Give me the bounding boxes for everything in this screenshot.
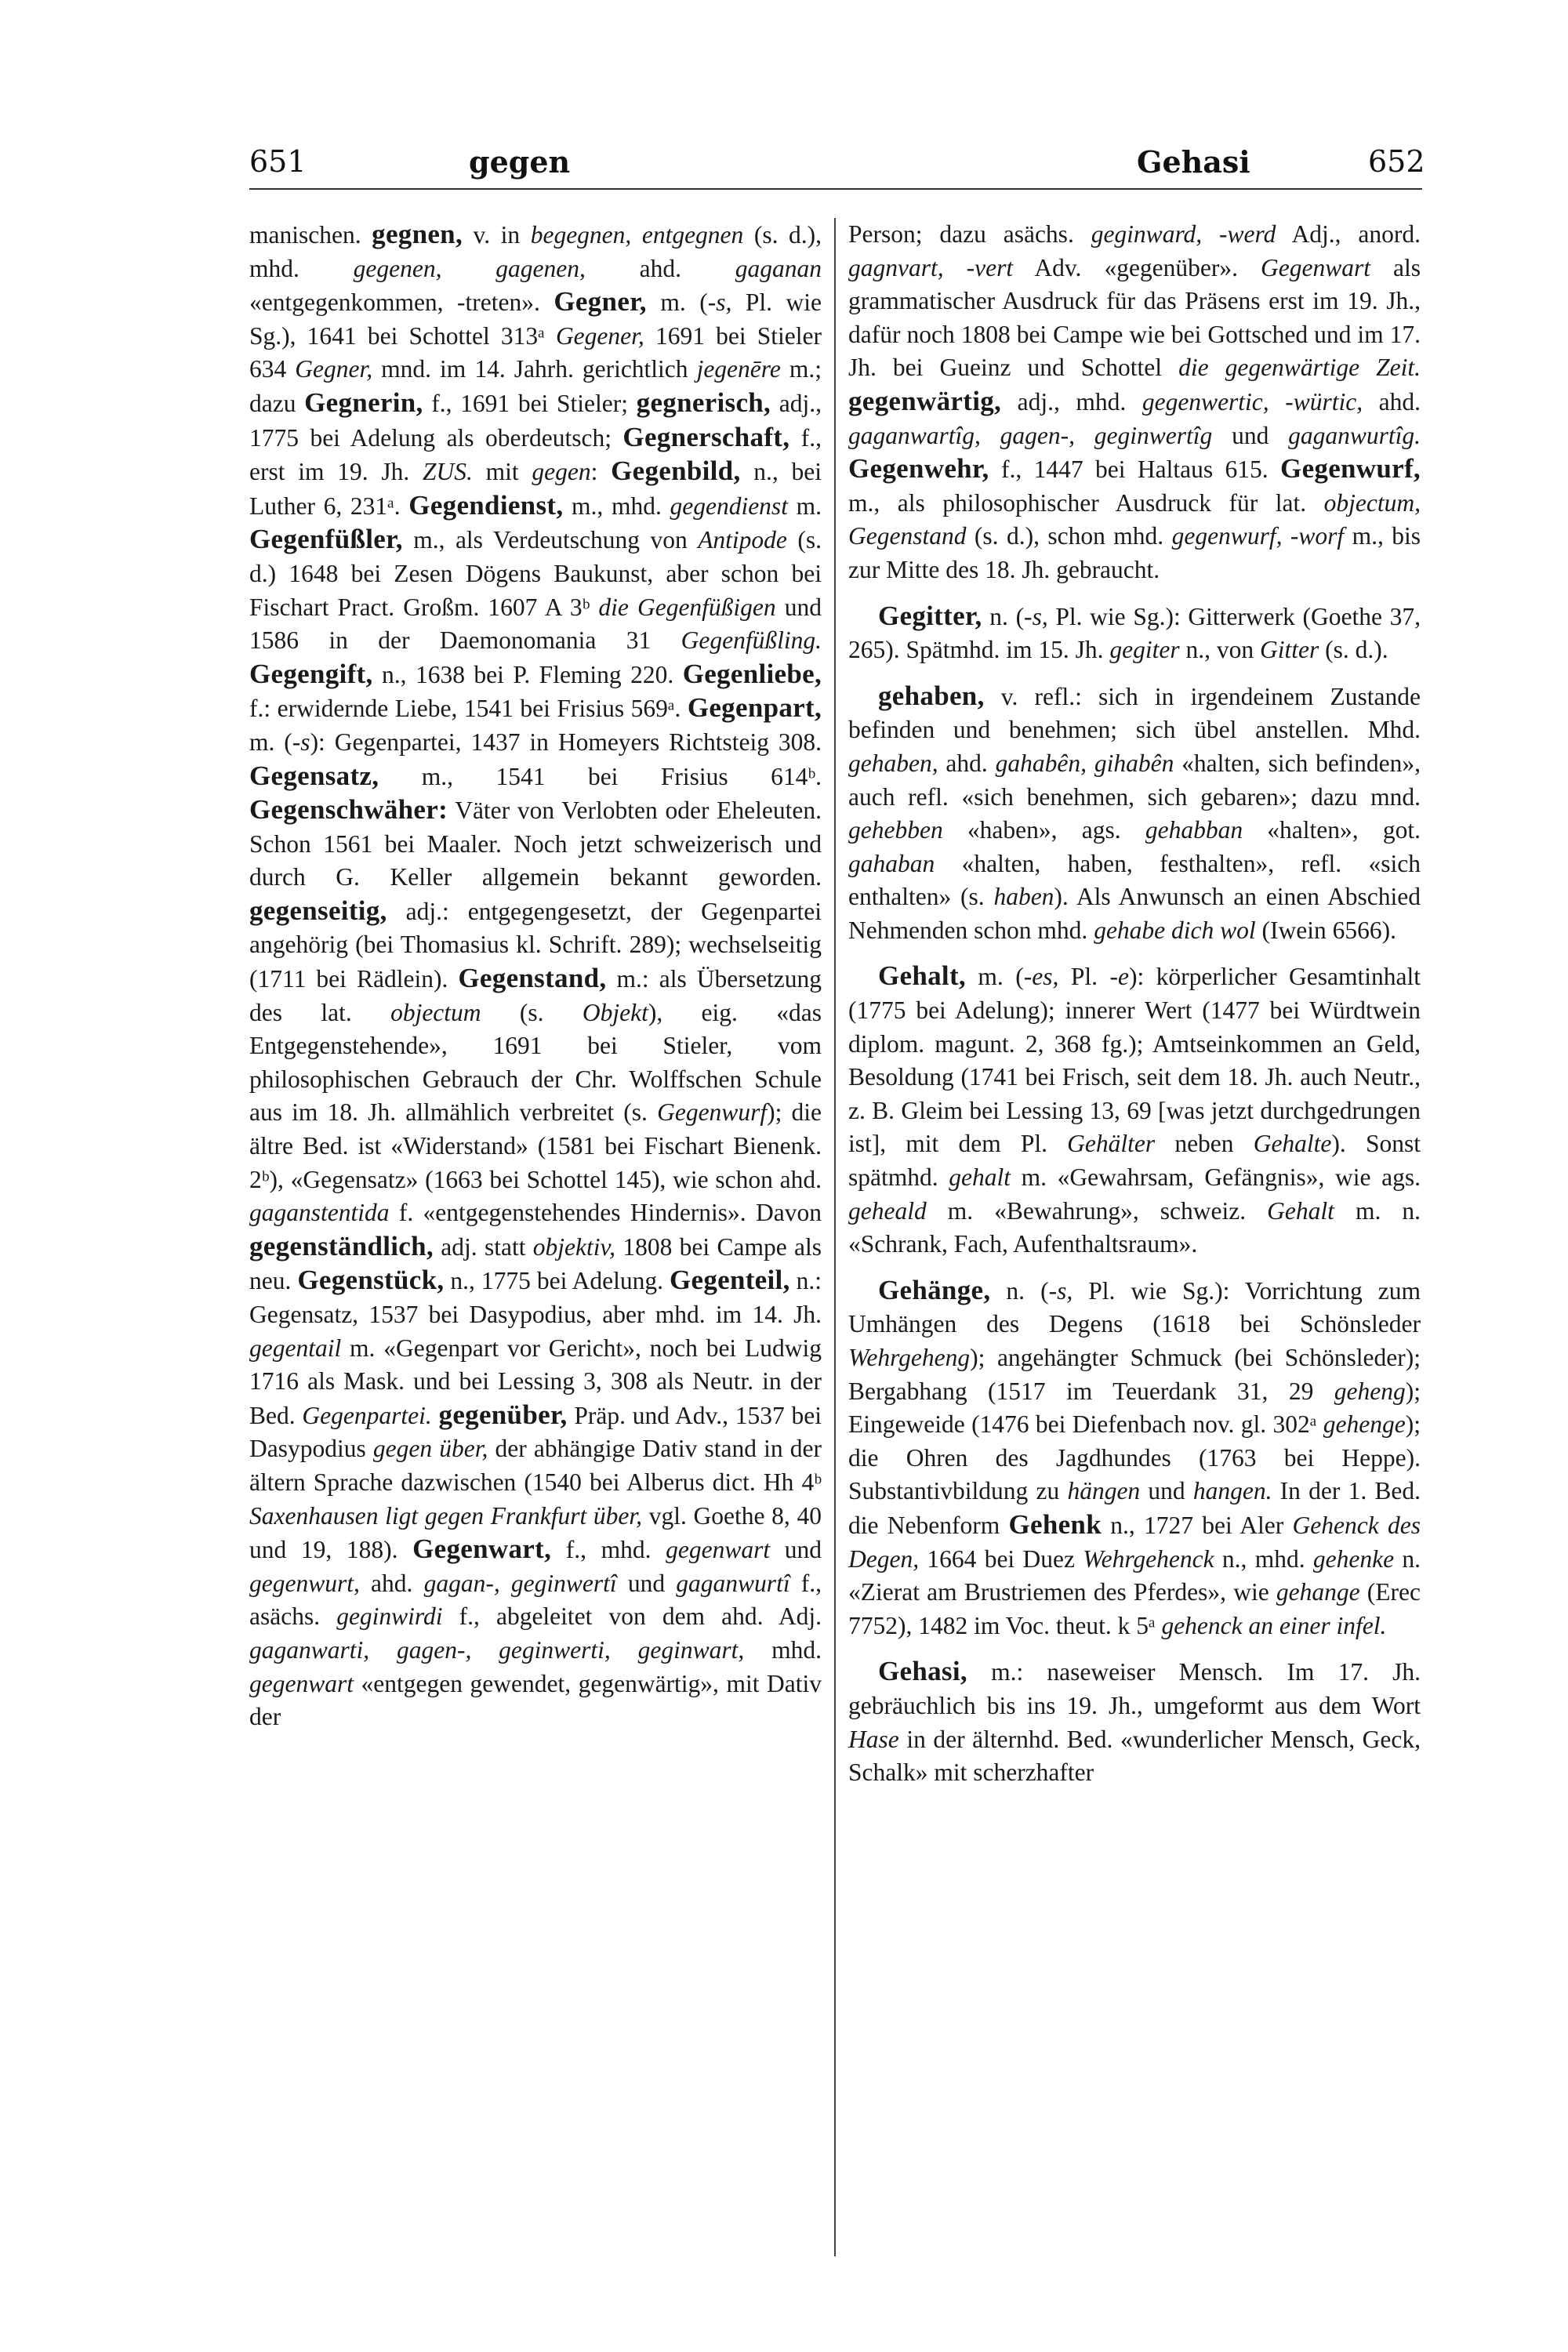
italic-term: s — [300, 728, 310, 756]
entry-text: n., 1727 bei Aler — [1101, 1511, 1293, 1539]
italic-term: s, — [716, 289, 732, 317]
italic-term: geginward, -werd — [1091, 220, 1276, 248]
left-catchword: gegen — [469, 144, 571, 180]
italic-term: Antipode — [698, 526, 787, 554]
italic-term: gegiter — [1109, 636, 1180, 664]
headword: gegenüber, — [438, 1399, 568, 1430]
headword: Gegenfüßler, — [249, 524, 403, 555]
entry-text: der abhängige Dativ stand in der ältern Sprache dazwischen (1540 bei Alberus dict. Hh 4ᵇ — [249, 1435, 822, 1496]
entry-text: und — [1212, 421, 1289, 449]
headword: Gehasi, — [878, 1656, 967, 1687]
entry-text: und — [616, 1569, 677, 1597]
entry-text: vgl. Goethe 8, 40 und 19, 188). — [249, 1501, 822, 1564]
entry-text: ); angehängter Schmuck (bei Schönsleder); Bergabhang (1517 im Teuerdank 31, 29 — [848, 1344, 1421, 1405]
italic-term: gehenge — [1323, 1410, 1406, 1439]
entry-text: (Erec 7752), 1482 im Voc. theut. k 5ᵃ — [848, 1578, 1421, 1639]
entry-text: 1664 bei Duez — [919, 1544, 1083, 1573]
italic-term: gagan-, geginwertî — [423, 1569, 617, 1597]
entry-text: «halten, haben, festhalten», refl. «sich enthalten» (s. — [848, 849, 1421, 911]
dictionary-paragraph — [848, 600, 1421, 667]
entry-text: Adj., anord. — [1276, 220, 1421, 248]
headword: Gegenliebe, — [682, 658, 822, 689]
entry-text: v. refl.: sich in irgendeinem Zustande befinden und benehmen; sich übel anstellen. Mhd. — [848, 682, 1421, 744]
italic-term: ZUS. — [422, 458, 473, 486]
italic-term: gehabban — [1145, 816, 1243, 844]
italic-term: gagnvart, -vert — [848, 253, 1014, 281]
entry-text: «entgegen gewendet, gegenwärtig», mit Dativ der — [249, 1669, 822, 1731]
entry-text: : — [590, 458, 612, 486]
entry-text: und 1586 in der Daemonomania 31 — [249, 593, 822, 655]
entry-text: ); Eingeweide (1476 bei Diefenbach nov. gl. 302ᵃ — [848, 1377, 1421, 1439]
italic-term: gegenwurf, -worf — [1171, 522, 1345, 550]
italic-term: begegnen, entgegnen — [530, 221, 744, 249]
italic-term: Saxenhausen ligt gegen Frankfurt über, — [249, 1501, 643, 1530]
entry-text: und — [770, 1536, 822, 1564]
italic-term: objectum — [390, 998, 481, 1026]
entry-text: n., 1638 bei P. Fleming 220. — [372, 660, 683, 688]
entry-text: f., 1691 bei Stieler; — [423, 389, 637, 417]
entry-text: Pl. - — [1058, 963, 1118, 991]
entry-text: m., bis zur Mitte des 18. Jh. gebraucht. — [848, 522, 1421, 583]
headword: Gegitter, — [878, 600, 982, 631]
entry-text: m. «Gegenpart vor Gericht», noch bei Ludwig 1716 als Mask. und bei Lessing 3, 308 als Neutr. in der Bed. — [249, 1334, 822, 1429]
italic-term: Gegenwart — [1261, 253, 1370, 281]
entry-text: manischen. — [249, 221, 372, 249]
entry-text: f., mhd. — [551, 1536, 666, 1564]
italic-term: Hase — [848, 1725, 899, 1753]
italic-term: hängen — [1067, 1477, 1141, 1505]
italic-term: Gegener, — [555, 321, 644, 350]
italic-term: gegendienst — [670, 492, 788, 520]
headword: Gegner, — [554, 286, 647, 318]
entry-text — [432, 1402, 439, 1429]
entry-text: Person; dazu asächs. — [848, 220, 1091, 248]
entry-text: f., erst im 19. Jh. — [249, 423, 822, 486]
entry-text: adj., 1775 bei Adelung als oberdeutsch; — [249, 389, 822, 452]
headword: Gehänge, — [878, 1274, 991, 1305]
italic-term: s, — [1032, 602, 1048, 630]
entry-text: ), eig. «das Entgegenstehende», 1691 bei Stieler, vom philosophischen Gebrauch der Chr. Wolffschen Schule aus im 18. Jh. allmählich verbreitet (s. — [249, 998, 822, 1127]
entry-text: n., 1775 bei Adelung. — [444, 1267, 670, 1295]
italic-term: gegenwurt, — [249, 1569, 360, 1597]
entry-text: Pl. wie Sg.): Gitterwerk (Goethe 37, 265). Spätmhd. im 15. Jh. — [848, 602, 1421, 664]
italic-term: die Gegenfüßigen — [598, 593, 776, 621]
italic-term: s, — [1057, 1276, 1073, 1305]
entry-text: Präp. und Adv., 1537 bei Dasypodius — [249, 1401, 822, 1463]
entry-text: (s. d.), schon mhd. — [966, 522, 1172, 550]
headword: gegenwärtig, — [848, 385, 1002, 416]
entry-text: m. (- — [249, 728, 301, 756]
entry-text: ): Gegenpartei, 1437 in Homeyers Richtsteig 308. — [310, 728, 822, 756]
italic-term: gahaban — [848, 849, 935, 877]
column-divider — [834, 218, 836, 2256]
italic-term: geheald — [848, 1196, 927, 1225]
entry-text: «entgegenkommen, -treten». — [249, 289, 554, 317]
italic-term: geheng — [1334, 1377, 1406, 1405]
entry-text: «halten», got. — [1243, 816, 1421, 844]
italic-term: gaganan — [735, 254, 822, 282]
dictionary-paragraph — [249, 218, 822, 1734]
italic-term: objektiv, — [532, 1232, 616, 1261]
italic-term: Gegenpartei. — [302, 1401, 432, 1429]
entry-text: ): körperlicher Gesamtinhalt (1775 bei Adelung); innerer Wert (1477 bei Würdtwein diplom. magunt. 2, 368 fg.); Amtseinkommen an Geld, Besoldung (1741 bei Frisch, seit dem 18. Jh. auch Neutr., z. B. Gleim bei Lessing 13, 69 [was jetzt durchgedrungen ist], mit dem Pl. — [848, 963, 1421, 1158]
italic-term: e — [1117, 963, 1129, 991]
entry-text: (s. — [481, 998, 583, 1026]
italic-term: gaganstentida — [249, 1199, 390, 1227]
entry-text: ). Sonst spätmhd. — [848, 1130, 1421, 1192]
entry-text: n., bei Luther 6, 231ᵃ. — [249, 458, 822, 520]
entry-text: 1808 bei Campe als neu. — [249, 1232, 822, 1295]
entry-text: v. in — [463, 221, 531, 249]
entry-text: adj., mhd. — [1001, 387, 1142, 416]
entry-text: (Iwein 6566). — [1255, 916, 1396, 944]
header-rule — [249, 188, 1422, 190]
entry-text: 1691 bei Stieler 634 — [249, 321, 822, 383]
headword: Gehenk — [1008, 1508, 1102, 1540]
italic-term: gegen über, — [372, 1435, 488, 1463]
italic-term: haben — [993, 883, 1054, 911]
italic-term: Gegner, — [295, 355, 373, 383]
entry-text: ahd. — [938, 749, 996, 777]
italic-term: die gegenwärtige Zeit. — [1178, 354, 1421, 382]
entry-text: adj.: entgegengesetzt, der Gegenpartei angehörig (bei Thomasius kl. Schrift. 289); wechselseitig (1711 bei Rädlein). — [249, 897, 822, 993]
headword: gegenständlich, — [249, 1230, 434, 1261]
dictionary-paragraph — [848, 960, 1421, 1261]
entry-text: adj. statt — [433, 1232, 533, 1261]
entry-text: mnd. im 14. Jahrh. gerichtlich — [372, 355, 697, 383]
entry-text: m. — [787, 492, 822, 520]
headword: Gegengift, — [249, 658, 373, 689]
entry-text: n. (- — [990, 1276, 1058, 1305]
italic-term: gehalt — [949, 1163, 1011, 1192]
headword: Gegenschwäher: — [249, 794, 448, 826]
entry-text: neben — [1155, 1130, 1254, 1158]
headword: Gegnerschaft, — [622, 421, 790, 452]
entry-text: (s. d.), mhd. — [249, 221, 822, 282]
headword: Gegenstück, — [297, 1265, 445, 1296]
entry-text: (s. d.). — [1319, 636, 1388, 664]
italic-term: Gehalt — [1267, 1196, 1334, 1225]
entry-text: m. «Gewahrsam, Gefängnis», wie ags. — [1011, 1163, 1421, 1192]
italic-term: Objekt — [582, 998, 648, 1026]
entry-text: Pl. wie Sg.): Vorrichtung zum Umhängen des Degens (1618 bei Schönsleder — [848, 1276, 1421, 1338]
entry-text: mhd. — [744, 1635, 822, 1664]
italic-term: Gehalte — [1253, 1130, 1332, 1158]
entry-text: Adv. «gegenüber». — [1013, 253, 1261, 281]
entry-text: ); die ältre Bed. ist «Widerstand» (1581 bei Fischart Bienenk. 2ᵇ), «Gegensatz» (1663 bei Schottel 145), wie schon ahd. — [249, 1098, 822, 1193]
right-page-number: 652 — [1368, 144, 1425, 179]
dictionary-paragraph — [848, 680, 1421, 948]
entry-text: in der älternhd. Bed. «wunderlicher Mensch, Geck, Schalk» mit scherzhafter — [848, 1725, 1421, 1787]
italic-term: jegenēre — [696, 355, 781, 383]
entry-text: f.: erwidernde Liebe, 1541 bei Frisius 569ᵃ. — [249, 695, 688, 723]
entry-text: n. «Zierat am Brustriemen des Pferdes», wie — [848, 1544, 1421, 1606]
entry-text: und — [1140, 1477, 1193, 1505]
entry-text: n. (- — [982, 602, 1033, 630]
entry-text: f., asächs. — [249, 1569, 822, 1631]
right-column — [848, 218, 1421, 1790]
italic-term: Gitter — [1260, 636, 1319, 664]
italic-term: gaganwurtî — [676, 1569, 790, 1597]
entry-text: m. «Bewahrung», schweiz. — [926, 1196, 1268, 1225]
entry-text: m.: naseweiser Mensch. Im 17. Jh. gebräuchlich bis ins 19. Jh., umgeformt aus dem Wort — [848, 1658, 1421, 1719]
right-catchword: Gehasi — [1137, 144, 1250, 180]
italic-term: gehange — [1276, 1578, 1360, 1606]
entry-text: n.: Gegensatz, 1537 bei Dasypodius, aber mhd. im 14. Jh. — [249, 1267, 822, 1328]
italic-term: gegen — [532, 458, 591, 486]
headword: gegnerisch, — [636, 387, 771, 418]
entry-text: «halten, sich befinden», auch refl. «sich benehmen, sich gebaren»; dazu mnd. — [848, 749, 1421, 811]
entry-text: ); die Ohren des Jagdhundes (1763 bei Heppe). Substantivbildung zu — [848, 1410, 1421, 1505]
entry-text: ahd. — [585, 254, 735, 282]
italic-term: gehenke — [1312, 1544, 1395, 1573]
italic-term: gehaben, — [848, 749, 938, 777]
italic-term: Gehenck des Degen, — [848, 1511, 1421, 1573]
headword: gegenseitig, — [249, 895, 387, 926]
entry-text: m., mhd. — [563, 492, 670, 520]
left-column — [249, 218, 822, 1734]
dictionary-paragraph — [848, 218, 1421, 587]
italic-term: Gegenwurf — [657, 1098, 768, 1127]
headword: Gegendienst, — [408, 489, 564, 521]
entry-text: m., als Verdeutschung von — [402, 526, 699, 554]
italic-term: gegenwart — [666, 1536, 771, 1564]
headword: gehaben, — [878, 680, 985, 711]
entry-text: ahd. — [1363, 387, 1421, 416]
italic-term: gaganwartîg, gagen-, geginwertîg — [848, 421, 1213, 449]
italic-term: gaganwurtîg. — [1288, 421, 1421, 449]
entry-text: als grammatischer Ausdruck für das Präsens erst im 19. Jh., dafür noch 1808 bei Campe wie bei Gottsched und im 17. Jh. bei Gueinz und Schottel — [848, 253, 1421, 382]
entry-text: f. «entgegenstehendes Hindernis». Davon — [389, 1199, 822, 1227]
dictionary-paragraph — [848, 1274, 1421, 1643]
italic-term: Gehälter — [1067, 1130, 1156, 1158]
entry-text: m.: als Übersetzung des lat. — [249, 965, 822, 1026]
entry-text: f., abgeleitet von dem ahd. Adj. — [442, 1602, 822, 1631]
entry-text: m.; dazu — [249, 355, 822, 417]
italic-term: Wehrgeheng — [848, 1344, 971, 1371]
italic-term: geginwirdi — [336, 1602, 443, 1631]
entry-text: Väter von Verlobten oder Eheleuten. Schon 1561 bei Maaler. Noch jetzt schweizerisch und durch G. Keller allgemein bekannt geworden. — [249, 797, 822, 891]
headword: Gegenwehr, — [848, 453, 989, 485]
entry-text: m. (- — [965, 963, 1033, 991]
headword: Gegenstand, — [458, 963, 607, 994]
headword: gegnen, — [372, 219, 463, 249]
italic-term: gegenen, gagenen, — [353, 254, 586, 282]
headword: Gegensatz, — [249, 760, 379, 791]
italic-term: es, — [1032, 963, 1059, 991]
entry-text: mit — [472, 458, 532, 486]
entry-text: (s. d.) 1648 bei Zesen Dögens Baukunst, aber schon bei Fischart Pract. Großm. 1607 A 3ᵇ — [249, 526, 822, 621]
dictionary-paragraph — [848, 1655, 1421, 1789]
italic-term: gegentail — [249, 1334, 342, 1362]
italic-term: gehenck an einer infel. — [1161, 1611, 1387, 1639]
entry-text: f., 1447 bei Haltaus 615. — [989, 456, 1281, 484]
headword: Gegnerin, — [304, 387, 423, 418]
headword: Gegenwart, — [412, 1534, 552, 1565]
entry-text: Pl. wie Sg.), 1641 bei Schottel 313ᵃ — [249, 289, 822, 350]
headword: Gegenwurf, — [1280, 453, 1421, 485]
italic-term: gehabe dich wol — [1094, 916, 1256, 944]
italic-term: objectum, Gegenstand — [848, 488, 1421, 550]
entry-text: m. n. «Schrank, Fach, Aufenthaltsraum». — [848, 1196, 1421, 1258]
italic-term: gaganwarti, gagen-, geginwerti, geginwart, — [249, 1635, 745, 1664]
left-page-number: 651 — [249, 144, 307, 179]
italic-term: hangen. — [1192, 1477, 1272, 1505]
headword: Gegenbild, — [611, 456, 741, 487]
entry-text: ahd. — [359, 1569, 424, 1597]
entry-text: n., mhd. — [1214, 1544, 1313, 1573]
entry-text: ). Als Anwunsch an einen Abschied Nehmenden schon mhd. — [848, 883, 1421, 944]
entry-text: m., als philosophischer Ausdruck für lat. — [848, 488, 1324, 517]
entry-text: In der 1. Bed. die Nebenform — [848, 1477, 1421, 1539]
entry-text: n., von — [1179, 636, 1260, 664]
italic-term: gegenwart — [249, 1669, 354, 1697]
headword: Gegenpart, — [687, 692, 822, 724]
entry-text: m. (- — [646, 289, 717, 317]
italic-term: Wehrgehenck — [1083, 1544, 1214, 1573]
italic-term: gehebben — [848, 816, 943, 844]
italic-term: Gegenfüßling. — [681, 626, 822, 655]
italic-term: gahabên, gihabên — [995, 749, 1174, 777]
italic-term: gegenwertic, -würtic, — [1142, 387, 1363, 416]
entry-text: m., 1541 bei Frisius 614ᵇ. — [379, 762, 822, 790]
headword: Gehalt, — [878, 960, 966, 992]
entry-text: «haben», ags. — [942, 816, 1145, 844]
headword: Gegenteil, — [669, 1265, 790, 1296]
